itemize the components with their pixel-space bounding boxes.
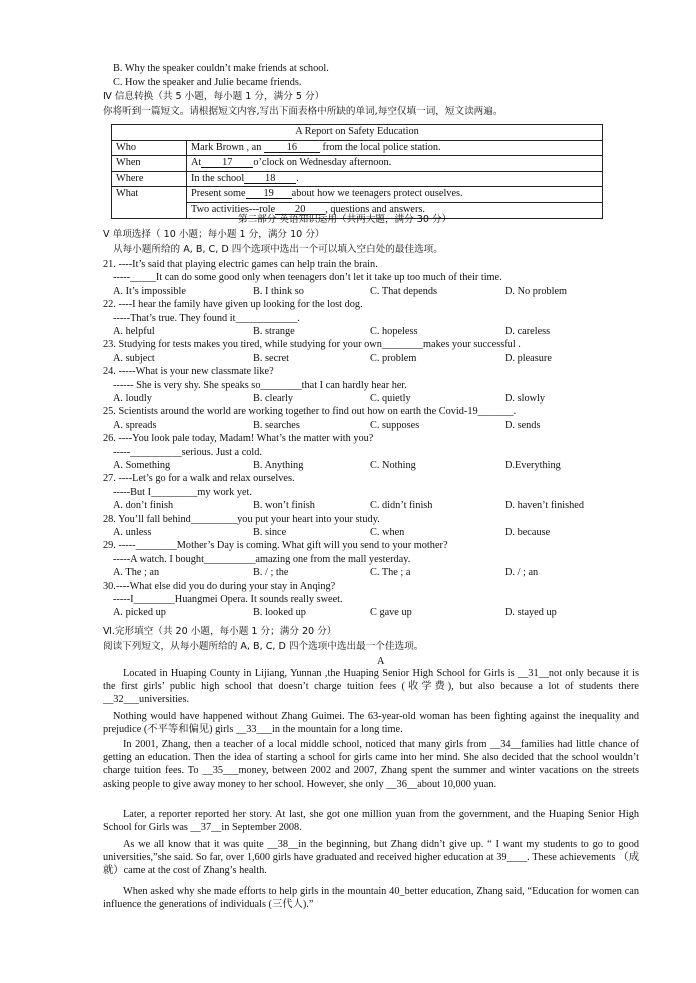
answer-option[interactable]: D. slowly [505,393,546,404]
row-value: Mark Brown , an 16 from the local police station. [187,140,603,156]
section5-instruction: 从每小题所给的 A, B, C, D 四个选项中选出一个可以填入空白处的最佳选项。 [113,244,443,255]
answer-option[interactable]: A. The ; an [113,567,160,579]
answer-option[interactable]: C. quietly [370,393,411,404]
question-stem: 30.----What else did you do during your stay in Anqing? [103,580,336,592]
answer-option[interactable]: A. It’s impossible [113,285,186,297]
section5-heading: Ⅴ 单项选择（ 10 小题；每小题 1 分，满分 10 分） [103,229,325,240]
answer-option[interactable]: C. Nothing [370,460,416,471]
answer-option[interactable]: C. when [370,527,405,538]
section6-instruction: 阅读下列短文，从每小题所给的 A, B, C, D 四个选项中选出最一个佳选项。 [103,641,424,652]
answer-option[interactable]: D. because [505,527,551,538]
row-value: In the school 18 . [187,171,603,187]
answer-option[interactable]: D.Everything [505,460,561,471]
answer-option[interactable]: C. supposes [370,419,420,431]
question-stem: 22. ----I hear the family have given up looking for the lost dog. [103,299,363,311]
report-table-title: A Report on Safety Education [112,125,603,141]
answer-option[interactable]: A. loudly [113,393,152,404]
section4-instruction: 你将听到一篇短文。请根据短文内容,写出下面表格中所缺的单词,每空仅填一词，短文读两遍。 [103,106,503,117]
row-value: Two activities---role 20 , questions and answers. [187,202,603,218]
question-stem: 23. Studying for tests makes you tired, while studying for your own________makes your successful . [103,339,521,351]
question-stem: 29. -----________Mother’s Day is coming. What gift will you send to your mother? [103,540,448,552]
question-stem: 24. -----What is your new classmate like? [103,366,274,378]
answer-option[interactable]: A. don’t finish [113,500,174,512]
answer-option[interactable]: A. helpful [113,326,155,337]
row-value: Present some 19 about how we teenagers protect ouselves. [187,187,603,203]
answer-option[interactable]: D. No problem [505,285,568,297]
row-key: Who [112,140,187,156]
answer-option[interactable]: B. I think so [253,285,304,297]
question-stem: -----_____It can do some good only when teenagers don’t let it take up too much of their time. [113,272,502,284]
question-stem: -----But I_________my work yet. [113,486,252,498]
paragraph-2: Nothing would have happened without Zhang Guimei. The 63-year-old woman has been fighting against the inequality and prejudice (不平等和偏见) girls __33___in the mountain for a long time. [103,711,639,736]
paragraph-1: Located in Huaping County in Lijiang, Yunnan ,the Huaping Senior High School for Girls is __31__not only because it is the first girls’ public high school that doesn’t charge tuition fees (收学费), but also because a lot of students there __32___universities. [103,668,639,706]
answer-blank[interactable]: 16 [264,141,320,153]
answer-blank[interactable]: 18 [244,172,296,184]
answer-option[interactable]: C. problem [370,352,417,364]
answer-option[interactable]: D. pleasure [505,352,552,364]
answer-option[interactable]: C. didn’t finish [370,500,433,512]
answer-option[interactable]: C. That depends [370,285,438,297]
answer-option[interactable]: C. The ; a [370,567,411,579]
paragraph-5: As we all know that it was quite __38__in the beginning, but Zhang didn’t give up. “ I want my students to go to good universities,”she said. So far, over 1,600 girls have graduated and received higher education at 39____. These achievements （成就）came at the cost of Zhang’s health. [103,839,639,877]
answer-blank[interactable]: 20 [275,203,325,215]
question-stem: 27. ----Let’s go for a walk and relax ourselves. [103,473,295,485]
answer-option[interactable]: D. careless [505,326,551,337]
paragraph-3: In 2001, Zhang, then a teacher of a local middle school, noticed that many girls from __34__families had little chance of getting an education. Then the idea of starting a school for girls came into her mind. She also decided that the school wouldn’t charge tuition fees. To __35___money, between 2002 and 2007, Zhang spent the summer and winter vacations on the streets asking people to give away money to her school. However, she only __36__about 10,000 yuan. [103,739,639,790]
answer-option[interactable]: A. Something [113,460,171,471]
answer-blank[interactable]: 17 [201,156,253,168]
answer-option[interactable]: A. spreads [113,419,157,431]
section6-heading: Ⅵ.完形填空（共 20 小题，每小题 1 分；满分 20 分） [103,626,337,637]
answer-option[interactable]: C. hopeless [370,326,418,337]
question-stem: -----A watch. I bought__________amazing one from the mall yesterday. [113,553,411,565]
question-stem: -----I________Huangmei Opera. It sounds really sweet. [113,594,343,605]
answer-option[interactable]: A. subject [113,352,155,364]
option-c-text: C. How the speaker and Julie became friends. [113,77,302,88]
question-stem: -----__________serious. Just a cold. [113,446,262,458]
row-key: Where [112,171,187,187]
answer-option[interactable]: D. sends [505,419,541,431]
passage-label: A [377,656,385,667]
question-stem: 26. ----You look pale today, Madam! What’s the matter with you? [103,433,374,445]
section4-heading: Ⅳ 信息转换（共 5 小题，每小题 1 分，满分 5 分） [103,91,325,102]
table-row [112,140,603,156]
answer-option[interactable]: A. picked up [113,607,166,619]
question-stem: ------ She is very shy. She speaks so________that I can hardly hear her. [113,379,407,391]
option-b-text: B. Why the speaker couldn’t make friends at school. [113,63,329,74]
answer-option[interactable]: B. Anything [253,460,304,471]
answer-option[interactable]: D. / ; an [505,567,539,579]
answer-option[interactable]: D. stayed up [505,607,557,619]
answer-option[interactable]: B. strange [253,326,295,337]
row-key: When [112,156,187,172]
question-stem: 28. You’ll fall behind_________you put your heart into your study. [103,513,380,525]
answer-blank[interactable]: 19 [246,187,292,199]
row-value: At 17 o’clock on Wednesday afternoon. [187,156,603,172]
table-row [112,171,603,187]
table-row [112,187,603,203]
question-stem: -----That’s true. They found it____________. [113,312,300,324]
question-stem: 21. ----It’s said that playing electric games can help train the brain. [103,259,378,270]
answer-option[interactable]: B. searches [253,419,300,431]
answer-option[interactable]: B. clearly [253,393,294,404]
answer-option[interactable]: D. haven’t finished [505,500,585,512]
row-key: What [112,187,187,218]
part2-heading: 第二部分 英语知识运用（共两大题，满分 30 分） [238,214,452,225]
question-stem: 25. Scientists around the world are working together to find out how on earth the Covid-19_______. [103,406,517,418]
answer-option[interactable]: B. / ; the [253,567,289,579]
answer-option[interactable]: B. looked up [253,607,306,619]
report-table [111,124,603,219]
paragraph-4: Later, a reporter reported her story. At last, she got one million yuan from the government, and the Huaping Senior High School for Girls was __37__in September 2008. [103,809,639,834]
paragraph-6: When asked why she made efforts to help girls in the mountain 40_better education, Zhang said, “Education for women can influence the generations of individuals (三代人).” [103,886,639,911]
table-row [112,156,603,172]
answer-option[interactable]: C gave up [370,607,412,619]
answer-option[interactable]: A. unless [113,527,152,538]
answer-option[interactable]: B. since [253,527,287,538]
answer-option[interactable]: B. won’t finish [253,500,315,512]
answer-option[interactable]: B. secret [253,352,290,364]
